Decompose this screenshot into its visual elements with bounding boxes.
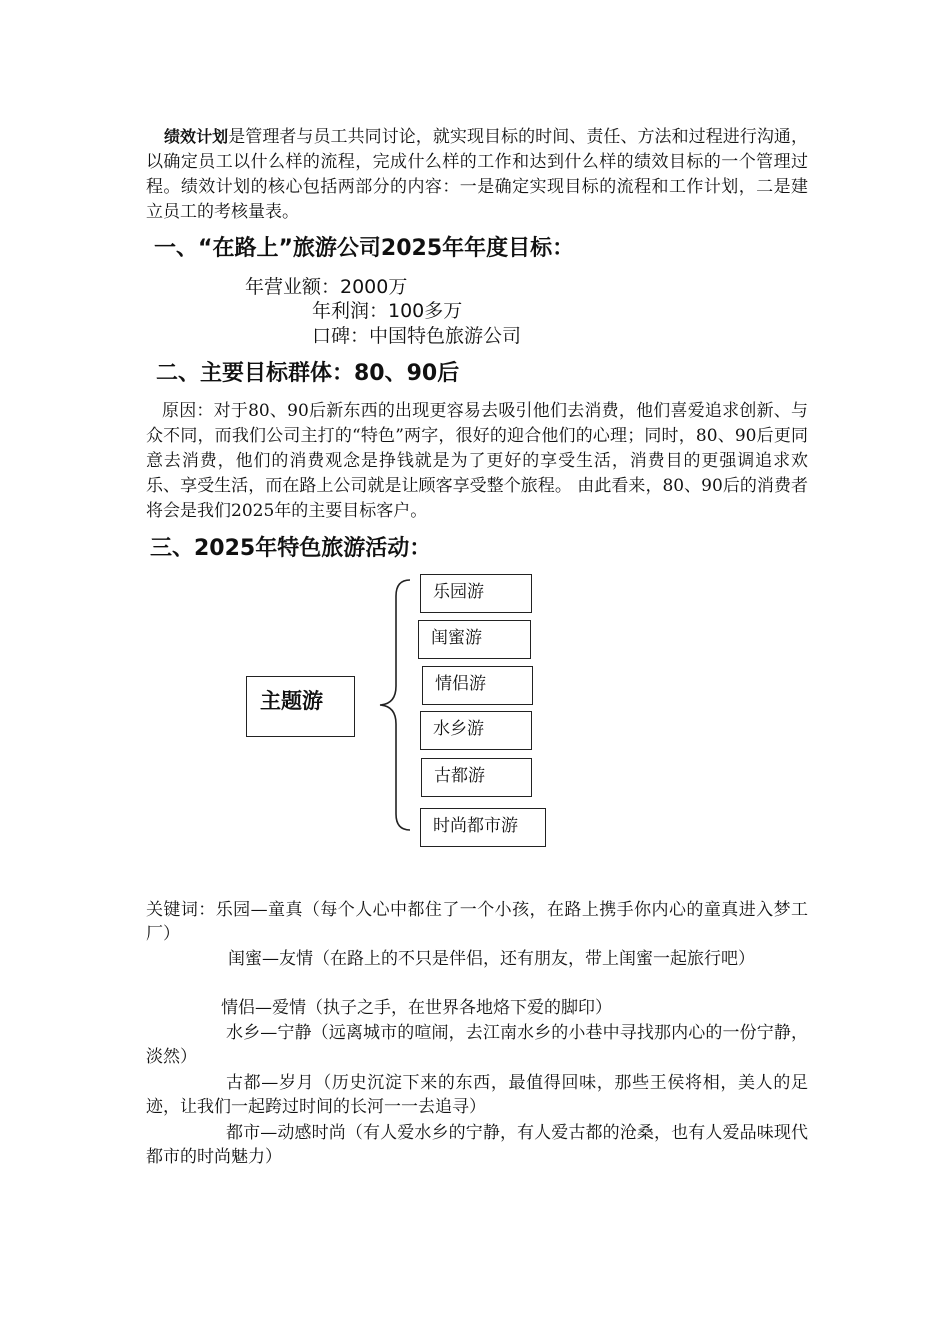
section3-heading: 三、2025年特色旅游活动： bbox=[150, 536, 432, 561]
intro-term: 绩效计划 bbox=[164, 127, 229, 146]
keywords-line-4: 水乡—宁静（远离城市的喧闹，去江南水乡的小巷中寻找那内心的一份宁静，淡然） bbox=[146, 1023, 808, 1067]
section1-heading: 一、“在路上”旅游公司2025年年度目标： bbox=[154, 236, 575, 261]
keywords-lead: 关键词： bbox=[146, 900, 216, 920]
keywords-line-1: 关键词：乐园—童真（每个人心中都住了一个小孩，在路上携手你内心的童真进入梦工厂） bbox=[146, 900, 809, 944]
diagram-item-park: 乐园游 bbox=[420, 574, 532, 613]
goal-revenue: 年营业额：2000万 bbox=[245, 276, 408, 298]
diagram-item-watertown: 水乡游 bbox=[420, 711, 532, 750]
keywords-line-3: 情侣—爱情（执子之手，在世界各地烙下爱的脚印） bbox=[221, 998, 612, 1018]
diagram-item-besties: 闺蜜游 bbox=[418, 620, 531, 659]
diagram-root-box: 主题游 bbox=[246, 676, 355, 737]
goal-reputation: 口碑：中国特色旅游公司 bbox=[312, 325, 522, 347]
diagram-item-couples: 情侣游 bbox=[422, 666, 533, 705]
diagram-item-urban-fashion: 时尚都市游 bbox=[420, 808, 546, 847]
curly-brace bbox=[370, 574, 420, 836]
intro-paragraph bbox=[146, 124, 808, 225]
keywords-line-2: 闺蜜—友情（在路上的不只是伴侣，还有朋友，带上闺蜜一起旅行吧） bbox=[228, 949, 755, 969]
keywords-line-6: 都市—动感时尚（有人爱水乡的宁静，有人爱古都的沧桑，也有人爱品味现代都市的时尚魅力） bbox=[146, 1123, 808, 1167]
intro-text: 是管理者与员工共同讨论，就实现目标的时间、责任、方法和过程进行沟通，以确定员工以什么样的流程，完成什么样的工作和达到什么样的绩效目标的一个管理过程。绩效计划的核心包括两部分的内容：一是确定实现目标的流程和工作计划，二是建立员工的考核量表。 bbox=[146, 127, 808, 222]
section2-paragraph: 原因：对于80、90后新东西的出现更容易去吸引他们去消费，他们喜爱追求创新、与众不同，而我们公司主打的“特色”两字，很好的迎合他们的心理；同时，80、90后更同意去消费，他们的消费观念是挣钱就是为了更好的享受生活，消费目的更强调追求欢乐、享受生活，而在路上公司就是让顾客享受整个旅程。 由此看来，80、90后的消费者将会是我们2025年的主要目标客户。 bbox=[146, 401, 808, 521]
goal-profit: 年利润：100多万 bbox=[312, 300, 463, 322]
diagram-item-ancient-capital: 古都游 bbox=[421, 758, 532, 797]
keywords-line-5: 古都—岁月（历史沉淀下来的东西，最值得回味，那些王侯将相，美人的足迹，让我们一起跨过时间的长河一一去追寻） bbox=[146, 1073, 808, 1117]
section2-heading: 二、主要目标群体：80、90后 bbox=[156, 361, 460, 386]
